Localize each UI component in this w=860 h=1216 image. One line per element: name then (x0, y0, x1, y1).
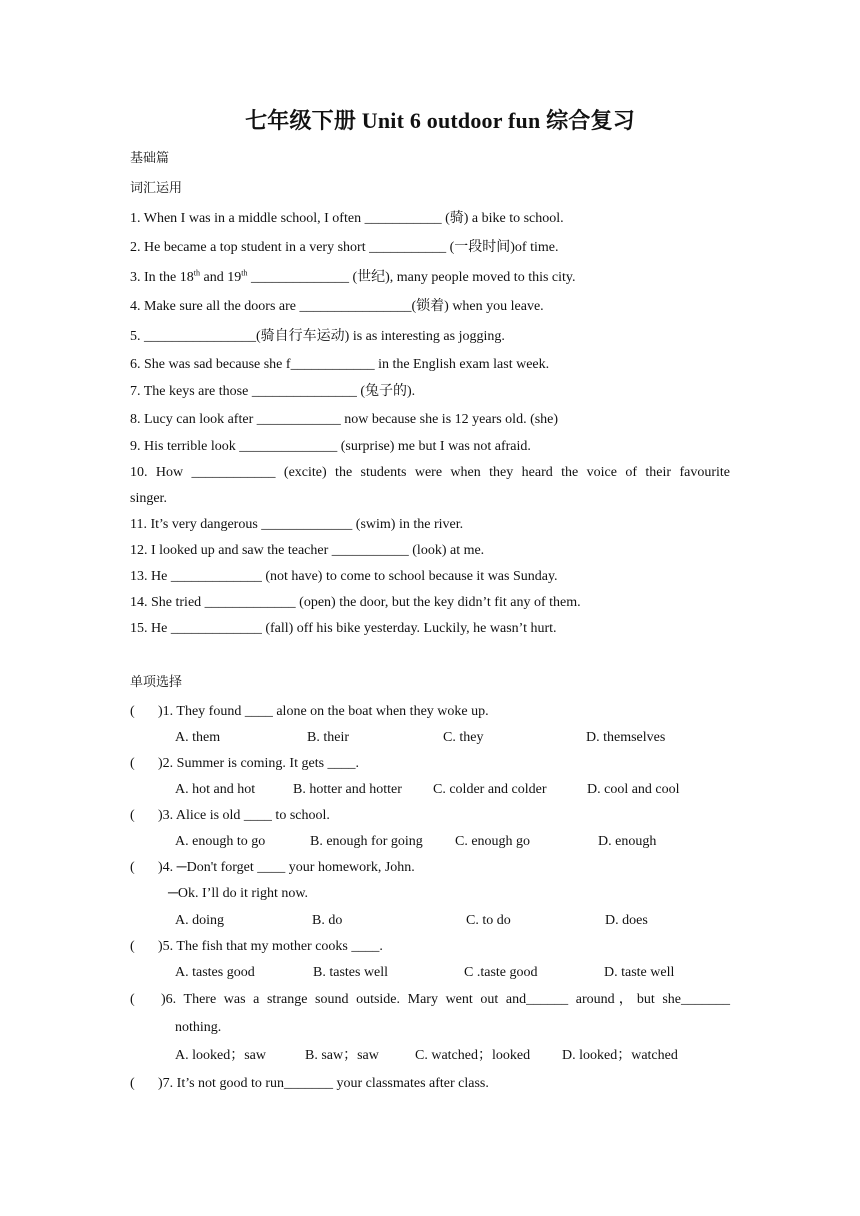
answer-paren-2: ( (130, 756, 135, 771)
mc-1-option-d: D. themselves (586, 730, 666, 745)
section-mc-heading: 单项选择 (130, 675, 183, 690)
vocab-item-3-part-c: ______________ (世纪), many people moved to this city. (247, 270, 576, 285)
mc-question-6: )6. There was a strange sound outside. Mary went out and______ around，but she_______ (161, 992, 730, 1007)
mc-5-option-c: C .taste good (464, 965, 538, 980)
vocab-item-9: 9. His terrible look ______________ (surprise) me but I was not afraid. (130, 439, 531, 454)
mc-4-option-d: D. does (605, 913, 648, 928)
vocab-item-3-sup-1: th (193, 268, 200, 278)
answer-paren-5: ( (130, 939, 135, 954)
mc-2-option-c: C. colder and colder (433, 782, 547, 797)
mc-3-option-d: D. enough (598, 834, 657, 849)
answer-paren-1: ( (130, 704, 135, 719)
vocab-item-8: 8. Lucy can look after ____________ now because she is 12 years old. (she) (130, 412, 559, 427)
answer-paren-3: ( (130, 808, 135, 823)
vocab-item-6: 6. She was sad because she f____________ in the English exam last week. (130, 357, 550, 372)
mc-2-option-b: B. hotter and hotter (293, 782, 402, 797)
vocab-item-2: 2. He became a top student in a very short ___________ (一段时间)of time. (130, 240, 559, 255)
vocab-item-3 (130, 269, 730, 287)
mc-question-2: )2. Summer is coming. It gets ____. (158, 756, 360, 771)
mc-2-option-d: D. cool and cool (587, 782, 680, 797)
vocab-item-4: 4. Make sure all the doors are ________________(锁着) when you leave. (130, 299, 544, 314)
vocab-item-3-part-b: and 19 (200, 270, 242, 285)
vocab-item-14: 14. She tried _____________ (open) the door, but the key didn’t fit any of them. (130, 595, 581, 610)
mc-3-option-a: A. enough to go (175, 834, 266, 849)
vocab-item-3-sup-2: th (241, 268, 248, 278)
vocab-item-5: 5. ________________(骑自行车运动) is as interesting as jogging. (130, 329, 505, 344)
mc-5-option-a: A. tastes good (175, 965, 255, 980)
mc-question-4: )4. ─Don't forget ____ your homework, John. (158, 860, 415, 875)
mc-1-option-c: C. they (443, 730, 484, 745)
mc-6-option-a: A. looked；saw (175, 1048, 266, 1063)
section-vocab-heading: 词汇运用 (130, 181, 183, 196)
mc-4-option-a: A. doing (175, 913, 224, 928)
mc-question-3: )3. Alice is old ____ to school. (158, 808, 330, 823)
vocab-item-1: 1. When I was in a middle school, I often ___________ (骑) a bike to school. (130, 211, 564, 226)
vocab-item-10-cont: singer. (130, 491, 167, 506)
mc-question-1: )1. They found ____ alone on the boat when they woke up. (158, 704, 489, 719)
mc-5-option-d: D. taste well (604, 965, 675, 980)
answer-paren-7: ( (130, 1076, 135, 1091)
mc-1-option-a: A. them (175, 730, 221, 745)
mc-4-reply: ─Ok. I’ll do it right now. (168, 886, 309, 901)
mc-1-option-b: B. their (307, 730, 349, 745)
mc-question-6-cont: nothing. (175, 1020, 222, 1035)
vocab-item-7: 7. The keys are those _______________ (兔子的). (130, 384, 416, 399)
vocab-item-12: 12. I looked up and saw the teacher ___________ (look) at me. (130, 543, 485, 558)
vocab-item-3-part-a: 3. In the 18 (130, 270, 194, 285)
mc-4-option-c: C. to do (466, 913, 511, 928)
mc-3-option-b: B. enough for going (310, 834, 423, 849)
mc-4-option-b: B. do (312, 913, 343, 928)
section-basic-heading: 基础篇 (130, 151, 170, 166)
mc-6-option-c: C. watched；looked (415, 1048, 531, 1063)
mc-question-5: )5. The fish that my mother cooks ____. (158, 939, 383, 954)
page-title: 七年级下册 Unit 6 outdoor fun 综合复习 (245, 108, 635, 133)
answer-paren-4: ( (130, 860, 135, 875)
mc-3-option-c: C. enough go (455, 834, 531, 849)
mc-6-option-d: D. looked；watched (562, 1048, 678, 1063)
vocab-item-11: 11. It’s very dangerous _____________ (swim) in the river. (130, 517, 464, 532)
vocab-item-10: 10. How ____________ (excite) the students were when they heard the voice of their favourite (130, 465, 730, 480)
vocab-item-13: 13. He _____________ (not have) to come to school because it was Sunday. (130, 569, 558, 584)
mc-2-option-a: A. hot and hot (175, 782, 256, 797)
vocab-item-15: 15. He _____________ (fall) off his bike yesterday. Luckily, he wasn’t hurt. (130, 621, 557, 636)
mc-6-option-b: B. saw；saw (305, 1048, 379, 1063)
mc-5-option-b: B. tastes well (313, 965, 389, 980)
mc-question-7: )7. It’s not good to run_______ your classmates after class. (158, 1076, 489, 1091)
answer-paren-6: ( (130, 992, 135, 1007)
